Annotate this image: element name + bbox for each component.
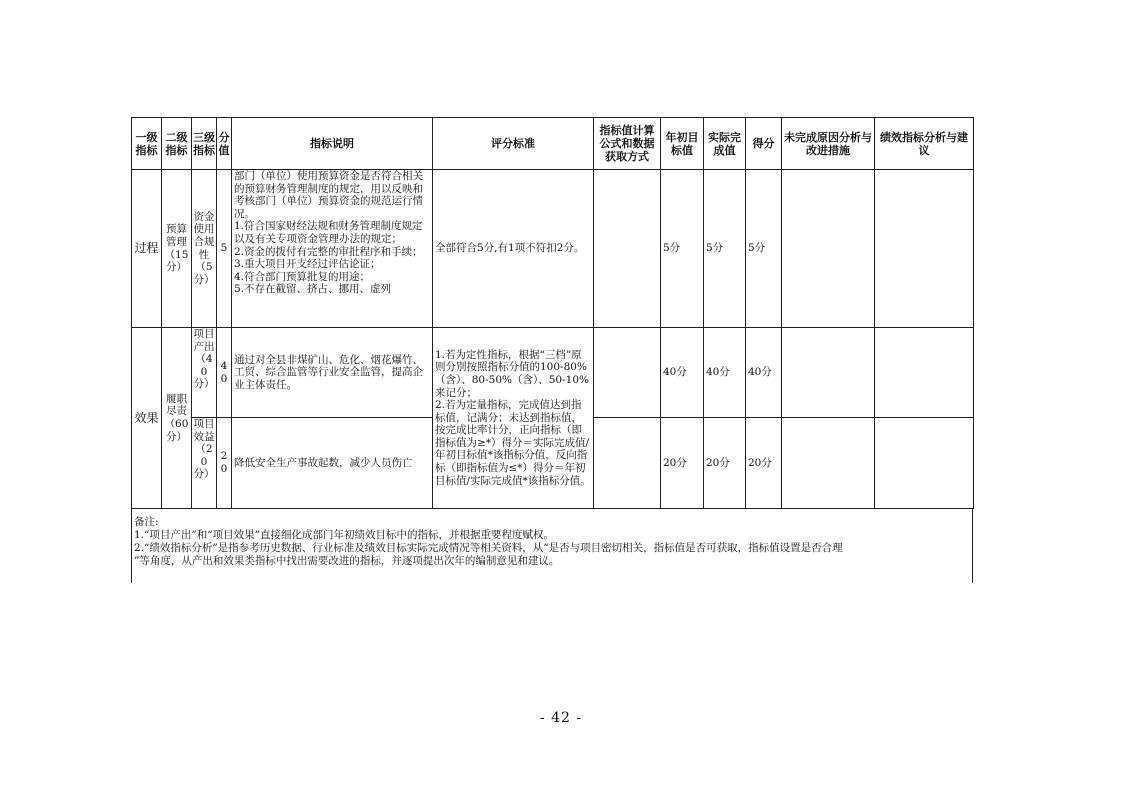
notes-line-2: 2.“绩效指标分析”是指参考历史数据、行业标准及绩效目标实际完成情况等相关资料，从“是否与项目密切相关，指标值是否可获取，指标值设置是否合理: [134, 542, 843, 554]
header-description: 指标说明: [232, 118, 433, 170]
header-advice: 绩效指标分析与建议: [875, 118, 974, 170]
output-advice: [875, 328, 974, 418]
effect-level2: 履职尽责（60分）: [162, 328, 192, 509]
process-target: 5分: [661, 170, 704, 328]
benefit-actual: 20分: [704, 418, 746, 509]
notes-line-1: 1.“项目产出”和“项目效果”直接细化成部门年初绩效目标中的指标，并根据重要程度赋权。: [134, 529, 554, 541]
process-level3: 资金使用合规性（5分）: [192, 170, 217, 328]
table-row-output: [132, 328, 974, 418]
output-level3: [192, 328, 217, 418]
process-advice: [875, 170, 974, 328]
output-level3-text: 项目产出（40分）: [193, 328, 215, 391]
header-formula: 指标值计算公式和数据获取方式: [594, 118, 661, 170]
table-header-row: [132, 118, 974, 170]
process-description-text: 部门（单位）使用预算资金是否符合相关的预算财务管理制度的规定，用以反映和考核部门（单位）预算资金的规范运行情况。 1.符合国家财经法规和财务管理制度规定以及有关专项资金管理办法的规定； 2.资金的拨付有完整的审批程序和手续； 3.重大项目开支经过评估论证； 4.符合部门预算批复的用途； 5.不存在截留、挤占、挪用、虚列: [234, 170, 423, 296]
header-criteria: 评分标准: [433, 118, 594, 170]
process-level2: 预算管理（15分）: [162, 170, 192, 328]
output-got: 40分: [746, 328, 782, 418]
output-reason: [782, 328, 875, 418]
page-number: - 42 -: [539, 710, 583, 726]
benefit-level3: [192, 418, 217, 509]
header-level3: 三级指标: [192, 118, 217, 170]
effect-level1: 效果: [132, 328, 162, 509]
benefit-description: 降低安全生产事故起数，减少人员伤亡: [232, 418, 433, 509]
performance-indicator-table: [131, 117, 974, 509]
benefit-target: 20分: [661, 418, 704, 509]
output-target: 40分: [661, 328, 704, 418]
header-reason: 未完成原因分析与改进措施: [782, 118, 875, 170]
header-level2: 二级指标: [162, 118, 192, 170]
benefit-score: 20: [217, 418, 232, 509]
notes-line-3: ”等角度，从产出和效果类指标中找出需要改进的指标，并逐项提出次年的编制意见和建议。: [134, 555, 560, 567]
table-row-process: [132, 170, 974, 328]
benefit-got: 20分: [746, 418, 782, 509]
process-reason: [782, 170, 875, 328]
notes-title: 备注:: [134, 516, 159, 528]
header-level1: 一级指标: [132, 118, 162, 170]
benefit-level3-text: 项目效益（20分）: [193, 418, 215, 481]
process-level1: 过程: [132, 170, 162, 328]
notes-section: [131, 509, 973, 583]
process-formula: [594, 170, 661, 328]
header-actual: 实际完成值: [704, 118, 746, 170]
header-target: 年初目标值: [661, 118, 704, 170]
process-description: [232, 170, 433, 328]
benefit-formula: [594, 418, 661, 509]
benefit-reason: [782, 418, 875, 509]
output-description: 通过对全县非煤矿山、危化、烟花爆竹、工贸、综合监管等行业安全监管，提高企业主体责任。: [232, 328, 433, 418]
process-actual: 5分: [704, 170, 746, 328]
process-criteria: 全部符合5分,有1项不符扣2分。: [433, 170, 594, 328]
benefit-advice: [875, 418, 974, 509]
output-actual: 40分: [704, 328, 746, 418]
output-formula: [594, 328, 661, 418]
output-score: 40: [217, 328, 232, 418]
performance-table-sheet: [131, 117, 973, 583]
process-got: 5分: [746, 170, 782, 328]
process-score: 5: [217, 170, 232, 328]
header-score: 分值: [217, 118, 232, 170]
header-got: 得分: [746, 118, 782, 170]
effect-criteria: 1.若为定性指标，根据“三档”原则分别按照指标分值的100-80%（含）、80-50%（含）、50-10%来记分； 2.若为定量指标，完成值达到指标值，记满分；未达到指标值，按完成比率计分，正向指标（即指标值为≥*）得分＝实际完成值/年初目标值*该指标分值，反向指标（即指标值为≤*）得分＝年初目标值/实际完成值*该指标分值。: [433, 328, 594, 509]
